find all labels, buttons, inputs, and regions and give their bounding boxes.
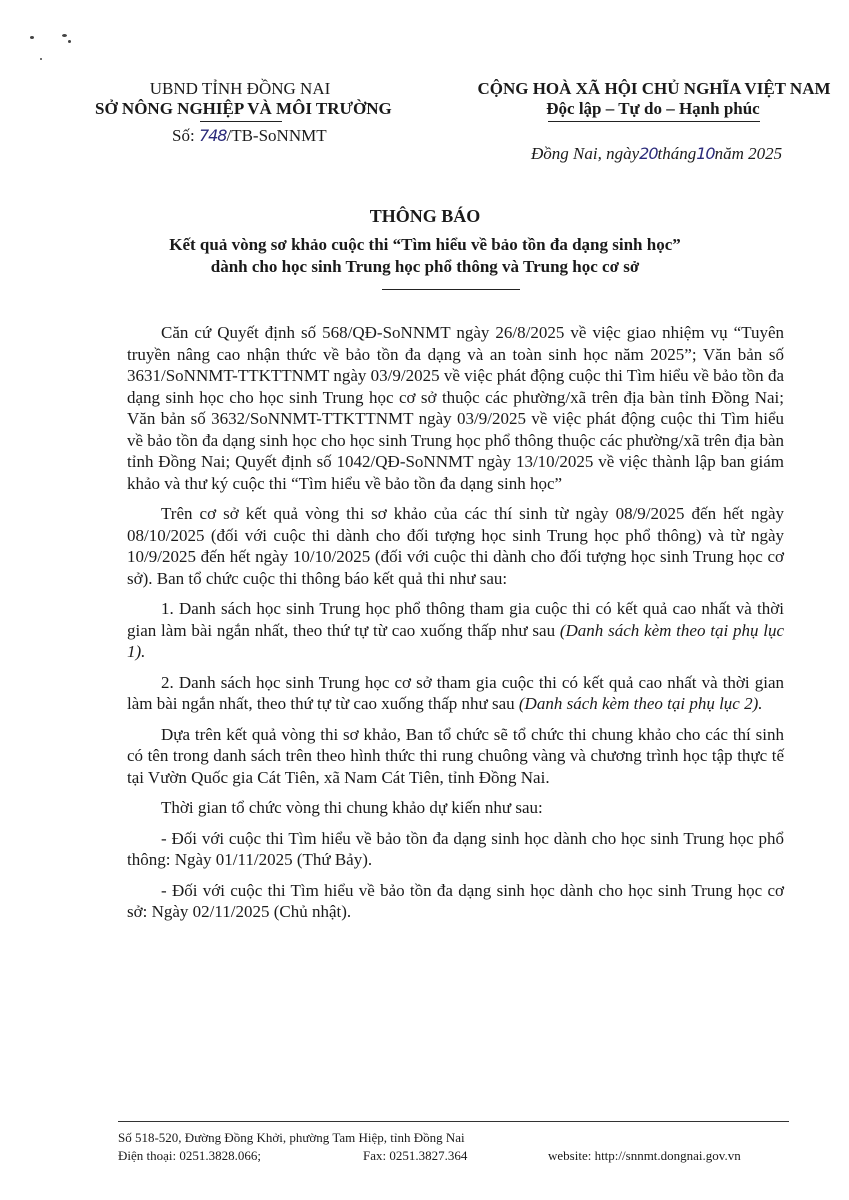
footer-website: website: http://snnmt.dongnai.gov.vn [548, 1148, 741, 1163]
document-number-prefix: Số: [172, 126, 195, 145]
footer-fax: Fax: 0251.3827.364 [363, 1148, 468, 1163]
paragraph-schedule-intro: Thời gian tổ chức vòng thi chung khảo dự kiến như sau: [161, 798, 543, 817]
issuing-department: SỞ NÔNG NGHIỆP VÀ MÔI TRƯỜNG [95, 99, 392, 118]
document-number-suffix: /TB-SoNNMT [226, 126, 327, 145]
secondary-school-list-appendix: (Danh sách kèm theo tại phụ lục 2). [518, 694, 763, 713]
national-title: CỘNG HOÀ XÃ HỘI CHỦ NGHĨA VIỆT NAM [477, 79, 831, 98]
paragraph-schedule-high-school: - Đối với cuộc thi Tìm hiểu về bảo tồn đa dạng sinh học dành cho học sinh Trung học phổ thông: Ngày 01/11/2025 (Thứ Bảy). [127, 828, 784, 869]
footer-divider [118, 1121, 789, 1122]
secondary-school-list-text: 2. Danh sách học sinh Trung học cơ sở tham gia cuộc thi có kết quả cao nhất và thời gian làm bài ngắn nhất, theo thứ tự từ cao xuống thấp như sau [127, 672, 784, 713]
paragraph-results-basis: Trên cơ sở kết quả vòng thi sơ khảo của các thí sinh từ ngày 08/9/2025 đến hết ngày 08/10/2025 (đối với cuộc thi dành cho đối tượng học sinh Trung học phổ thông) và từ ngày 10/9/2025 đến hết ngày 10/10/2025 (đối với cuộc thi dành cho đối tượng học sinh Trung học cơ sở). Ban tổ chức cuộc thi thông báo kết quả thi như sau: [127, 504, 784, 588]
high-school-list-appendix: (Danh sách kèm theo tại phụ lục 1). [127, 620, 784, 661]
issue-date-month-label: tháng [657, 144, 697, 163]
scan-speck [68, 40, 71, 43]
department-underline [200, 121, 282, 122]
notice-body [127, 322, 784, 932]
issue-date [531, 143, 782, 165]
issue-date-day: 20 [639, 144, 658, 163]
scan-speck [30, 36, 34, 39]
notice-heading: THÔNG BÁO [369, 206, 481, 226]
footer-phone: Điện thoại: 0251.3828.066; [118, 1148, 261, 1163]
paragraph-high-school-list [127, 598, 784, 663]
notice-subject-line-2: dành cho học sinh Trung học phổ thông và Trung học cơ sở [210, 257, 640, 276]
issue-date-place: Đồng Nai, ngày [531, 144, 640, 163]
document-number [172, 125, 327, 147]
scan-speck [40, 58, 42, 60]
issuing-authority: UBND TỈNH ĐỒNG NAI [149, 79, 331, 98]
paragraph-final-round: Dựa trên kết quả vòng thi sơ khảo, Ban tổ chức sẽ tổ chức thi chung khảo cho các thí sinh có tên trong danh sách trên theo hình thức thi rung chuông vàng và chương trình học tập thực tế tại Vườn Quốc gia Cát Tiên, xã Nam Cát Tiên, tỉnh Đồng Nai. [127, 724, 784, 787]
scan-speck [62, 34, 67, 37]
footer-address: Số 518-520, Đường Đồng Khởi, phường Tam Hiệp, tỉnh Đồng Nai [118, 1130, 465, 1145]
paragraph-secondary-school-list [127, 672, 784, 715]
notice-subject-line-1: Kết quả vòng sơ khảo cuộc thi “Tìm hiểu về bảo tồn đa dạng sinh học” [169, 235, 681, 254]
issue-date-month: 10 [696, 144, 715, 163]
paragraph-schedule-secondary: - Đối với cuộc thi Tìm hiểu về bảo tồn đa dạng sinh học dành cho học sinh Trung học cơ sở: Ngày 02/11/2025 (Chủ nhật). [127, 880, 784, 921]
title-underline [382, 289, 520, 290]
issue-date-year: năm 2025 [714, 144, 783, 163]
high-school-list-text: 1. Danh sách học sinh Trung học phổ thông tham gia cuộc thi có kết quả cao nhất và thời gian làm bài ngắn nhất, theo thứ tự từ cao xuống thấp như sau [127, 599, 784, 640]
national-motto: Độc lập – Tự do – Hạnh phúc [546, 99, 760, 118]
motto-underline [548, 121, 760, 122]
document-number-handwritten: 748 [198, 126, 227, 145]
paragraph-legal-basis: Căn cứ Quyết định số 568/QĐ-SoNNMT ngày 26/8/2025 về việc giao nhiệm vụ “Tuyên truyền nâng cao nhận thức về bảo tồn đa dạng và an toàn sinh học năm 2025”; Văn bản số 3631/SoNNMT-TTKTTNMT ngày 03/9/2025 về việc phát động cuộc thi Tìm hiểu về bảo tồn đa dạng sinh học cho học sinh Trung học cơ sở thuộc các phường/xã trên địa bàn tỉnh Đồng Nai; Văn bản số 3632/SoNNMT-TTKTTNMT ngày 03/9/2025 về việc phát động cuộc thi Tìm hiểu về bảo tồn đa dạng sinh học cho học sinh Trung học phổ thông thuộc các phường/xã trên địa bàn tỉnh Đồng Nai; Quyết định số 1042/QĐ-SoNNMT ngày 13/10/2025 về việc thành lập ban giám khảo và thư ký cuộc thi “Tìm hiểu về bảo tồn đa dạng sinh học” [127, 323, 784, 493]
